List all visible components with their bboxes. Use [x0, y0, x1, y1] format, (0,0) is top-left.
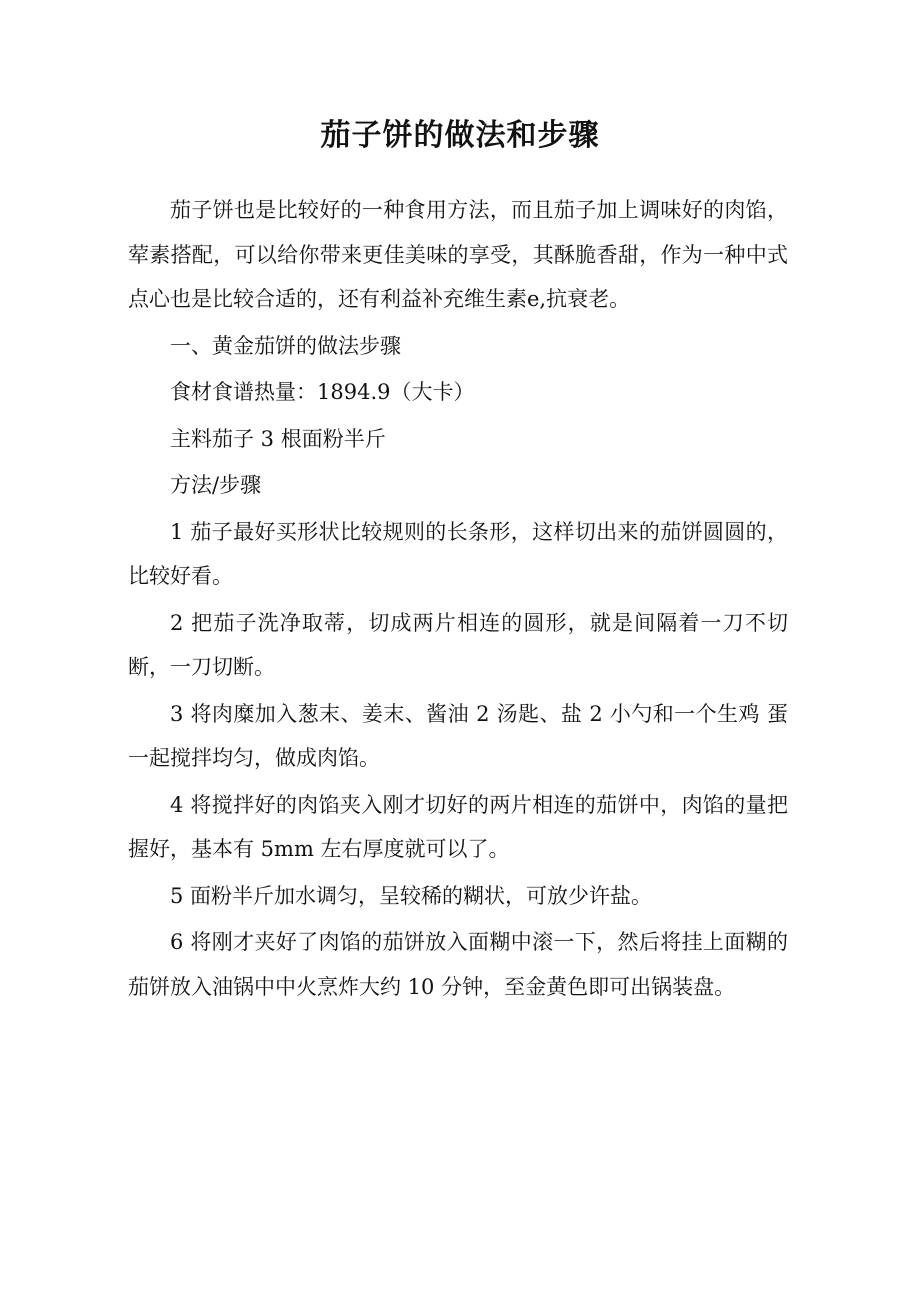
intro-paragraph: 茄子饼也是比较好的一种食用方法，而且茄子加上调味好的肉馅，荤素搭配，可以给你带来更佳美味的享受，其酥脆香甜，作为一种中式点心也是比较合适的，还有利益补充维生素e,抗衰老。	[128, 198, 788, 311]
step-paragraph: 4 将搅拌好的肉馅夹入刚才切好的两片相连的茄饼中，肉馅的量把握好，基本有 5mm 左右厚度就可以了。	[128, 792, 788, 861]
page-title: 茄子饼的做法和步骤	[320, 118, 600, 153]
ingredients-line: 主料茄子 3 根面粉半斤	[170, 426, 386, 451]
step-paragraph: 6 将刚才夹好了肉馅的茄饼放入面糊中滚一下，然后将挂上面糊的茄饼放入油锅中中火烹炸大约 10 分钟，至金黄色即可出锅装盘。	[128, 930, 788, 999]
calories-line: 食材食谱热量：1894.9（大卡）	[170, 380, 475, 404]
step-paragraph: 3 将肉糜加入葱末、姜末、酱油 2 汤匙、盐 2 小勺和一个生鸡 蛋一起搅拌均匀，做成肉馅。	[128, 701, 788, 770]
steps-heading: 方法/步骤	[170, 473, 262, 497]
step-paragraph: 1 茄子最好买形状比较规则的长条形，这样切出来的茄饼圆圆的，比较好看。	[128, 519, 788, 588]
document-body	[128, 188, 788, 1011]
step-paragraph: 2 把茄子洗净取蒂，切成两片相连的圆形，就是间隔着一刀不切断，一刀切断。	[128, 610, 788, 679]
step-paragraph: 5 面粉半斤加水调匀，呈较稀的糊状，可放少许盐。	[170, 883, 653, 908]
section-heading: 一、黄金茄饼的做法步骤	[170, 333, 401, 358]
